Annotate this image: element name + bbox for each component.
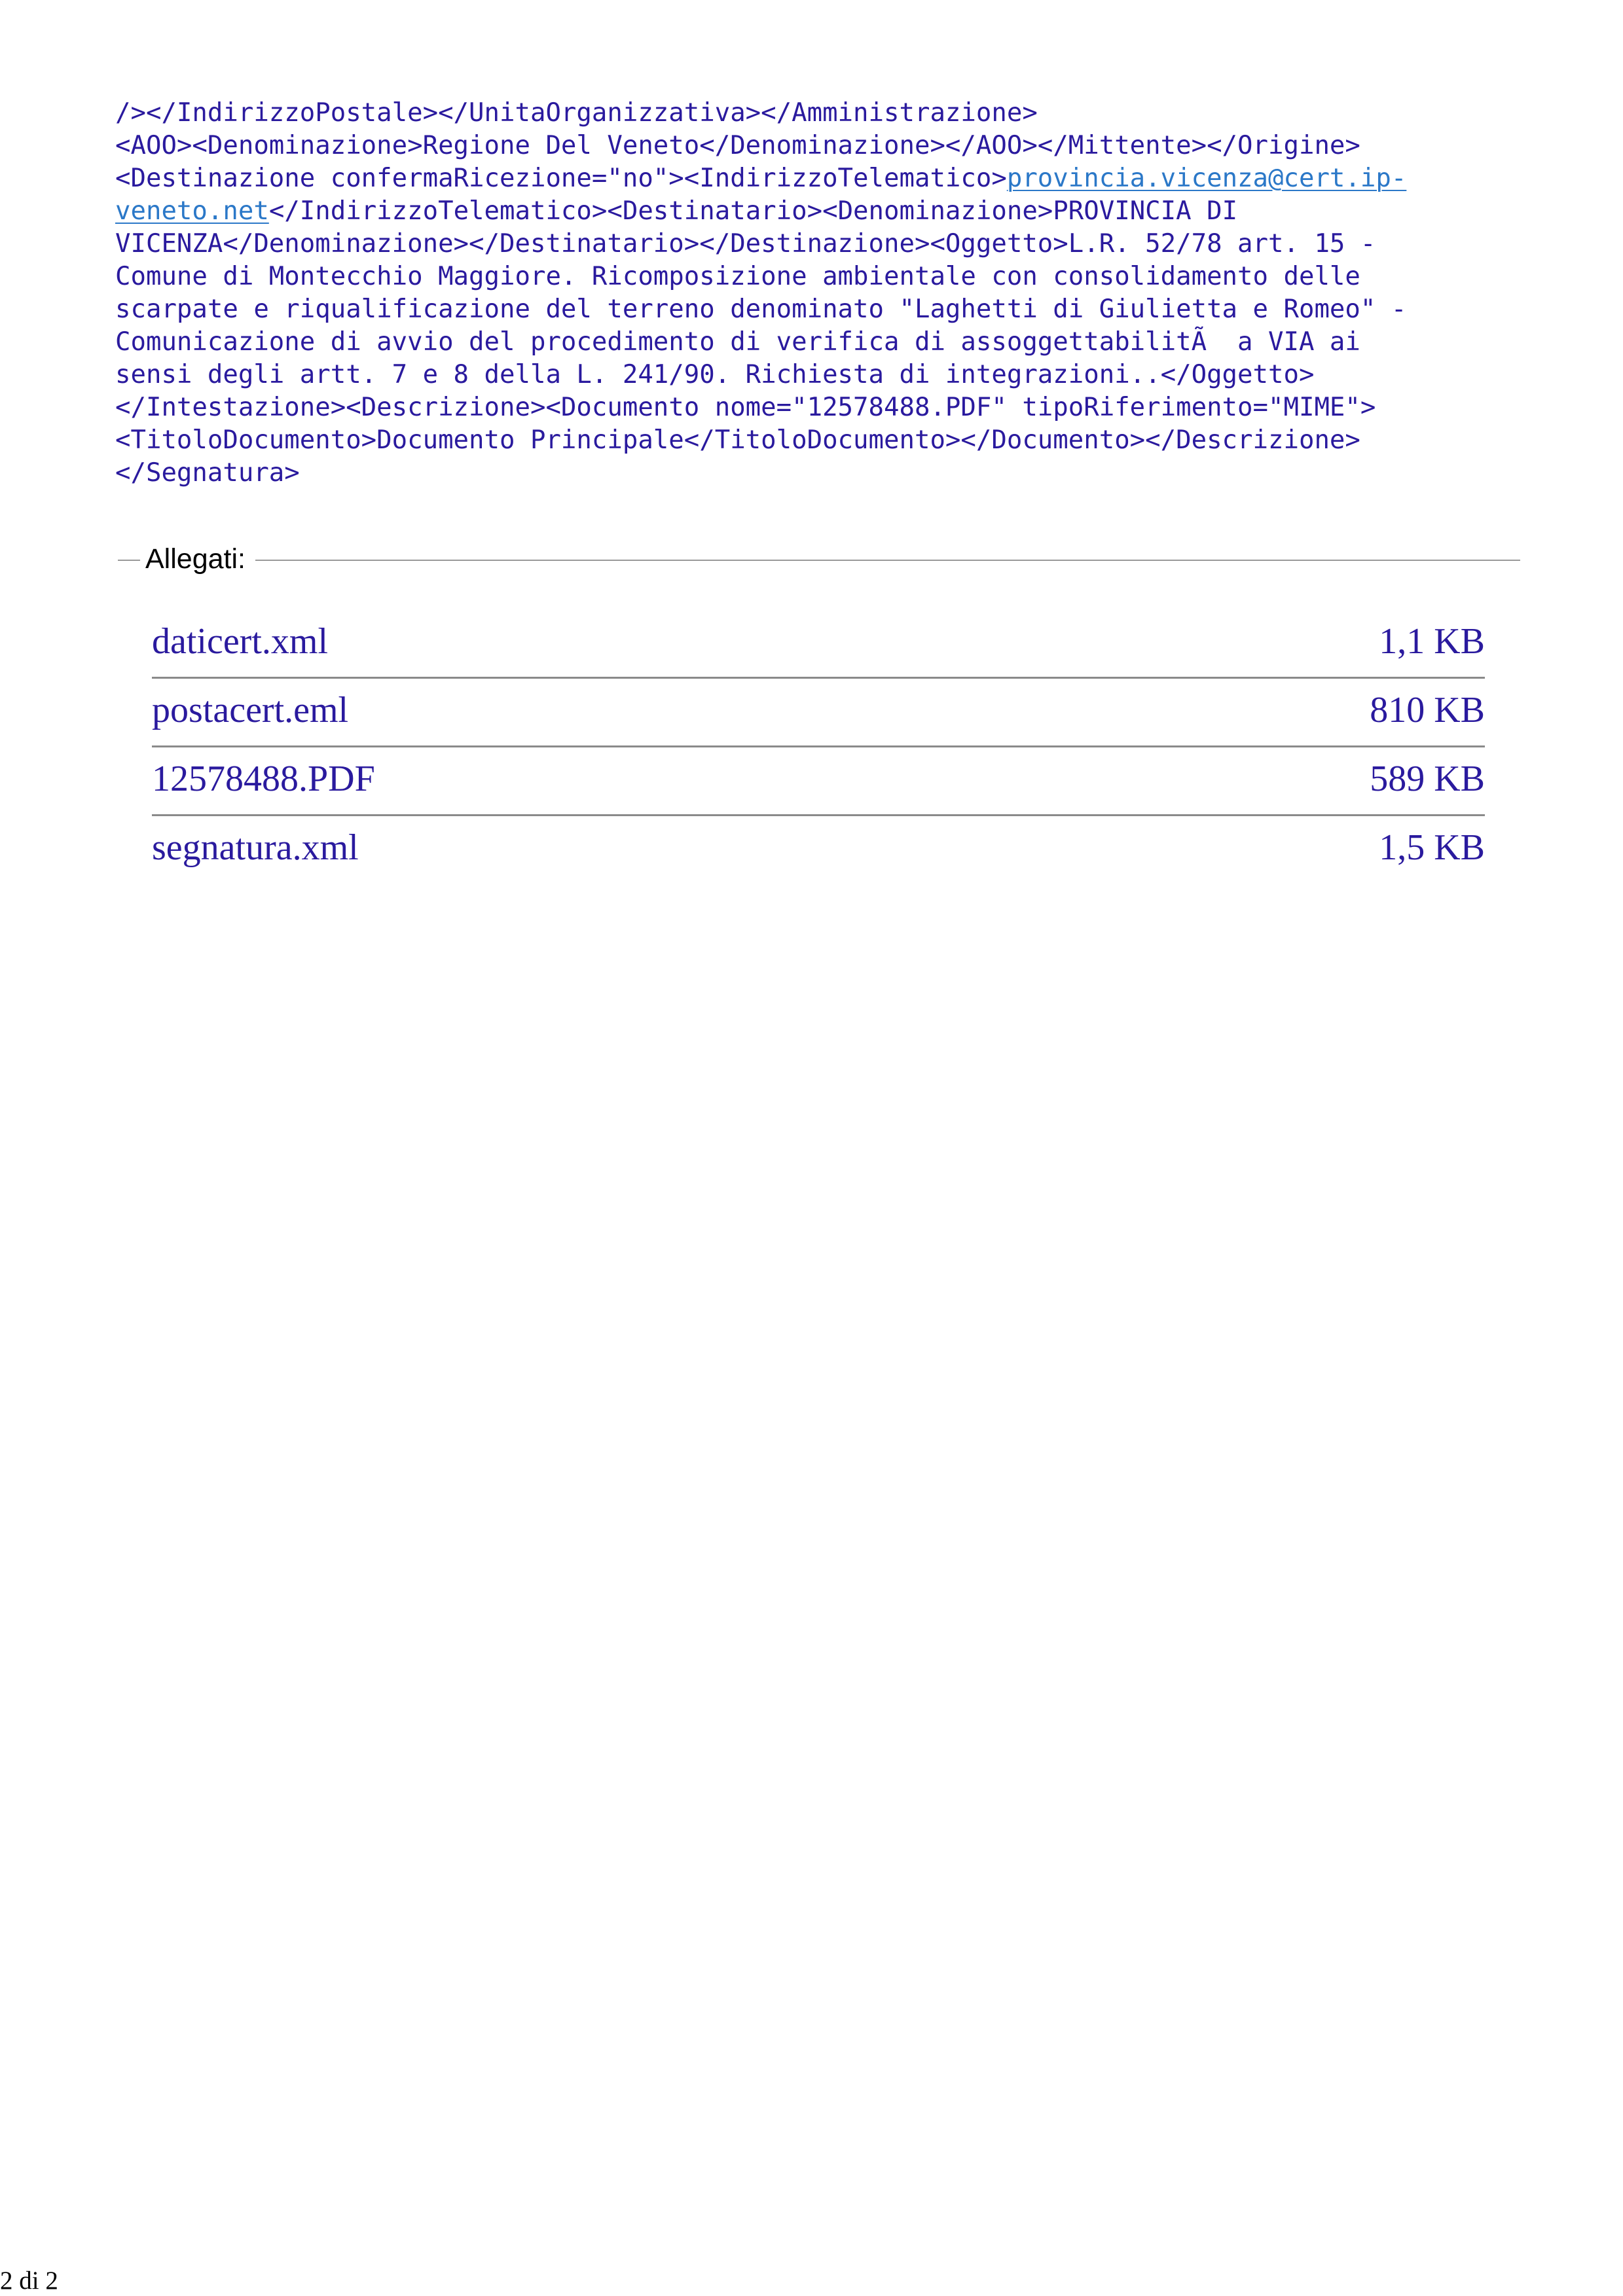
xml-line: Comunicazione di avvio del procedimento di verifica di assoggettabilitÃ a VIA ai xyxy=(115,327,1360,357)
attachment-row[interactable] xyxy=(152,747,1485,816)
attachment-name[interactable]: daticert.xml xyxy=(152,621,329,662)
xml-line: Comune di Montecchio Maggiore. Ricomposizione ambientale con consolidamento delle xyxy=(115,262,1360,291)
attachment-size: 589 KB xyxy=(1370,759,1485,799)
legend-divider xyxy=(118,560,140,561)
xml-line: </Intestazione><Descrizione><Documento nome="12578488.PDF" tipoRiferimento="MIME"> xyxy=(115,393,1376,422)
attachments-legend-row xyxy=(115,541,1520,577)
xml-segnatura-text xyxy=(115,97,1516,490)
attachment-row[interactable] xyxy=(152,816,1485,885)
xml-line: <Destinazione confermaRicezione="no"><IndirizzoTelematico> xyxy=(115,164,1007,193)
attachment-size: 1,1 KB xyxy=(1379,621,1485,662)
attachment-name[interactable]: 12578488.PDF xyxy=(152,759,375,799)
page-number: 2 di 2 xyxy=(0,2267,58,2295)
attachment-row[interactable] xyxy=(152,610,1485,679)
attachment-row[interactable] xyxy=(152,679,1485,747)
xml-line: sensi degli artt. 7 e 8 della L. 241/90. Richiesta di integrazioni..</Oggetto> xyxy=(115,360,1315,389)
attachment-name[interactable]: segnatura.xml xyxy=(152,827,359,868)
email-link-part[interactable]: provincia.vicenza@cert.ip- xyxy=(1006,164,1407,193)
xml-line: VICENZA</Denominazione></Destinatario></Destinazione><Oggetto>L.R. 52/78 art. 15 - xyxy=(115,229,1376,259)
xml-line: scarpate e riqualificazione del terreno denominato "Laghetti di Giulietta e Romeo" - xyxy=(115,295,1407,324)
xml-line: </IndirizzoTelematico><Destinatario><Denominazione>PROVINCIA DI xyxy=(268,196,1238,226)
xml-line: </Segnatura> xyxy=(115,458,300,488)
xml-line: <TitoloDocumento>Documento Principale</TitoloDocumento></Documento></Descrizione> xyxy=(115,425,1360,455)
attachments-fieldset xyxy=(115,541,1520,868)
attachment-size: 810 KB xyxy=(1370,690,1485,730)
xml-line: /></IndirizzoPostale></UnitaOrganizzativa></Amministrazione> xyxy=(115,98,1038,128)
attachment-list xyxy=(152,610,1485,885)
email-link-part[interactable]: veneto.net xyxy=(115,196,269,226)
legend-divider xyxy=(255,560,1520,561)
attachment-name[interactable]: postacert.eml xyxy=(152,690,349,730)
xml-line: <AOO><Denominazione>Regione Del Veneto</Denominazione></AOO></Mittente></Origine> xyxy=(115,131,1360,160)
attachments-legend: Allegati: xyxy=(145,543,246,575)
attachment-size: 1,5 KB xyxy=(1379,827,1485,868)
